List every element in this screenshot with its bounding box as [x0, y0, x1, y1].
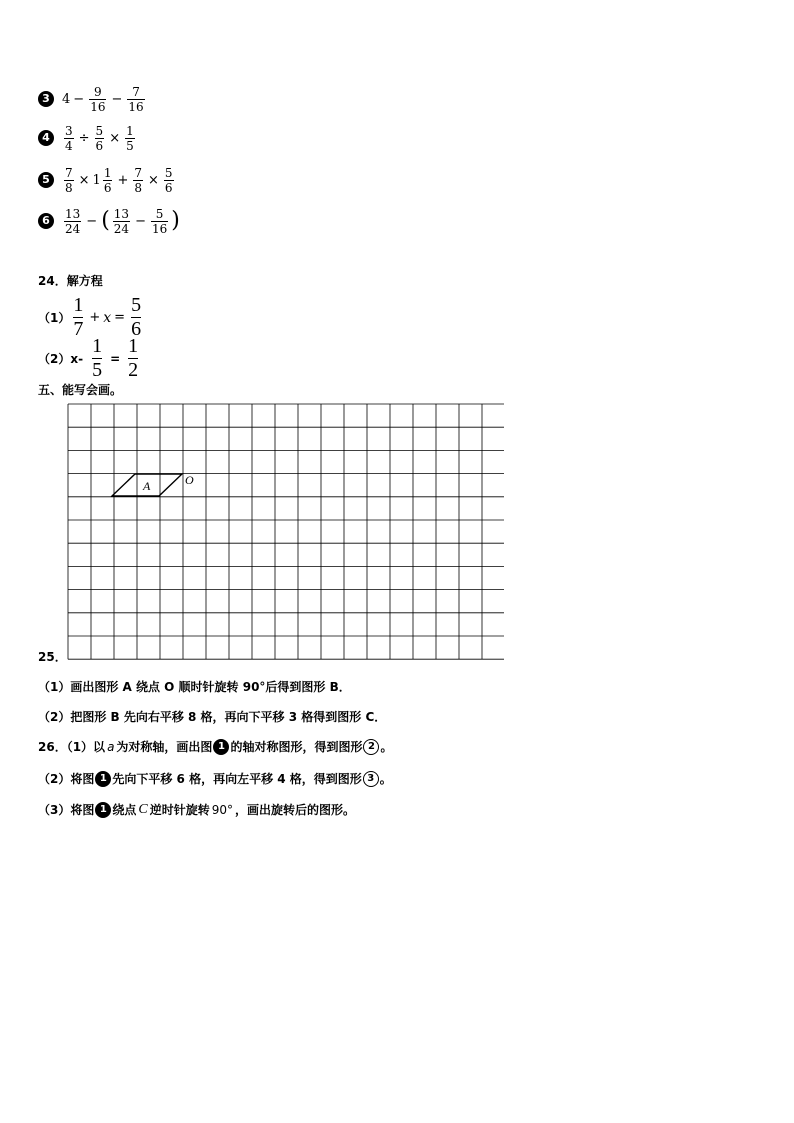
- operator: ×: [78, 172, 90, 188]
- operator: +: [89, 310, 101, 325]
- fraction: $\frac{13}{24}$: [113, 206, 130, 236]
- q26-p3-end: ，画出旋转后的图形。: [235, 803, 356, 817]
- operator: +: [117, 172, 129, 188]
- calc-item-4: [38, 121, 137, 155]
- point-C: C: [138, 801, 148, 817]
- operator: ×: [148, 172, 159, 188]
- variable-x: x: [103, 309, 112, 326]
- fraction: $\frac{1}{5}$: [92, 335, 103, 381]
- angle-90: 90°: [211, 802, 234, 817]
- operator: ÷: [78, 130, 90, 146]
- operator: −: [135, 213, 146, 229]
- fraction: $\frac{3}{4}$: [65, 123, 73, 153]
- q26-p2-mid: 先向下平移 6 格，再向左平移 4 格，得到图形: [112, 772, 362, 786]
- paren-left: (: [101, 208, 110, 233]
- q26-p3-mid2: 逆时针旋转: [149, 803, 210, 817]
- q26-part3: [38, 801, 355, 818]
- fraction: $\frac{5}{16}$: [151, 206, 168, 236]
- q26-part1: [38, 738, 392, 755]
- section5-title: 五、能写会画。: [38, 383, 123, 397]
- q24-title: 24．解方程: [38, 274, 103, 288]
- paren-right: ): [171, 208, 180, 233]
- operator: =: [114, 310, 126, 325]
- q26-p2-prefix: （2）将图: [38, 772, 95, 786]
- operator: −: [86, 213, 98, 229]
- operator: ×: [109, 130, 121, 146]
- marker-3: 3: [38, 91, 54, 107]
- operator: =: [110, 351, 121, 366]
- fraction: $\frac{1}{5}$: [126, 123, 134, 153]
- calc-item-5: [38, 163, 176, 197]
- q26-p3-mid: 绕点: [112, 803, 137, 817]
- fraction: $\frac{7}{8}$: [134, 165, 143, 195]
- fraction: $\frac{9}{16}$: [90, 84, 106, 114]
- q25-part1: （1）画出图形 A 绕点 O 顺时针旋转 90°后得到图形 B．: [38, 680, 351, 694]
- eq2-lhs: x-: [70, 351, 84, 366]
- figure-2-marker: 2: [363, 739, 379, 755]
- eq2-label: （2）: [38, 352, 71, 366]
- q26-p1-end: 。: [380, 740, 393, 754]
- calc-item-3: [38, 82, 147, 116]
- q25-number: 25．: [38, 650, 67, 664]
- fraction: $\frac{1}{2}$: [128, 335, 139, 381]
- fraction: $\frac{5}{6}$: [131, 294, 142, 340]
- operator: −: [111, 91, 123, 107]
- q26-part2: [38, 770, 392, 787]
- mixed-whole: 1: [92, 172, 101, 188]
- fraction: $\frac{5}{6}$: [95, 123, 104, 153]
- q25-part2: （2）把图形 B 先向右平移 8 格，再向下平移 3 格得到图形 C．: [38, 710, 387, 724]
- eq1-label: （1）: [38, 311, 71, 325]
- fraction: 1 7: [73, 294, 84, 340]
- q26-p1-mid2: 的轴对称图形，得到图形: [230, 740, 363, 754]
- equation-2: [38, 335, 141, 382]
- point-label-O: O: [185, 473, 194, 487]
- equation-1: [38, 294, 144, 341]
- figure-1-marker: 1: [95, 771, 111, 787]
- q26-p2-end: 。: [379, 772, 392, 786]
- fraction: $\frac{7}{8}$: [65, 165, 73, 195]
- q26-p1-prefix: 26．（1）以: [38, 740, 106, 754]
- drawing-grid: [66, 402, 504, 662]
- operator: −: [73, 91, 85, 107]
- q26-p3-prefix: （3）将图: [38, 803, 95, 817]
- figure-1-marker: 1: [213, 739, 229, 755]
- figure-1-marker: 1: [95, 802, 111, 818]
- fraction: $\frac{7}{16}$: [128, 84, 144, 114]
- marker-5: 5: [38, 172, 54, 188]
- marker-4: 4: [38, 130, 54, 146]
- calc-item-6: [38, 204, 181, 238]
- shape-label-A: A: [143, 479, 151, 493]
- fraction: $\frac{1}{6}$: [103, 165, 112, 195]
- whole-number: 4: [62, 91, 71, 107]
- fraction: $\frac{5}{6}$: [164, 165, 173, 195]
- marker-6: 6: [38, 213, 54, 229]
- axis-a: a: [107, 739, 115, 754]
- fraction: $\frac{13}{24}$: [65, 206, 81, 236]
- grid-lines: [68, 404, 504, 659]
- figure-3-marker: 3: [363, 771, 379, 787]
- q26-p1-mid: 为对称轴，画出图: [116, 740, 213, 754]
